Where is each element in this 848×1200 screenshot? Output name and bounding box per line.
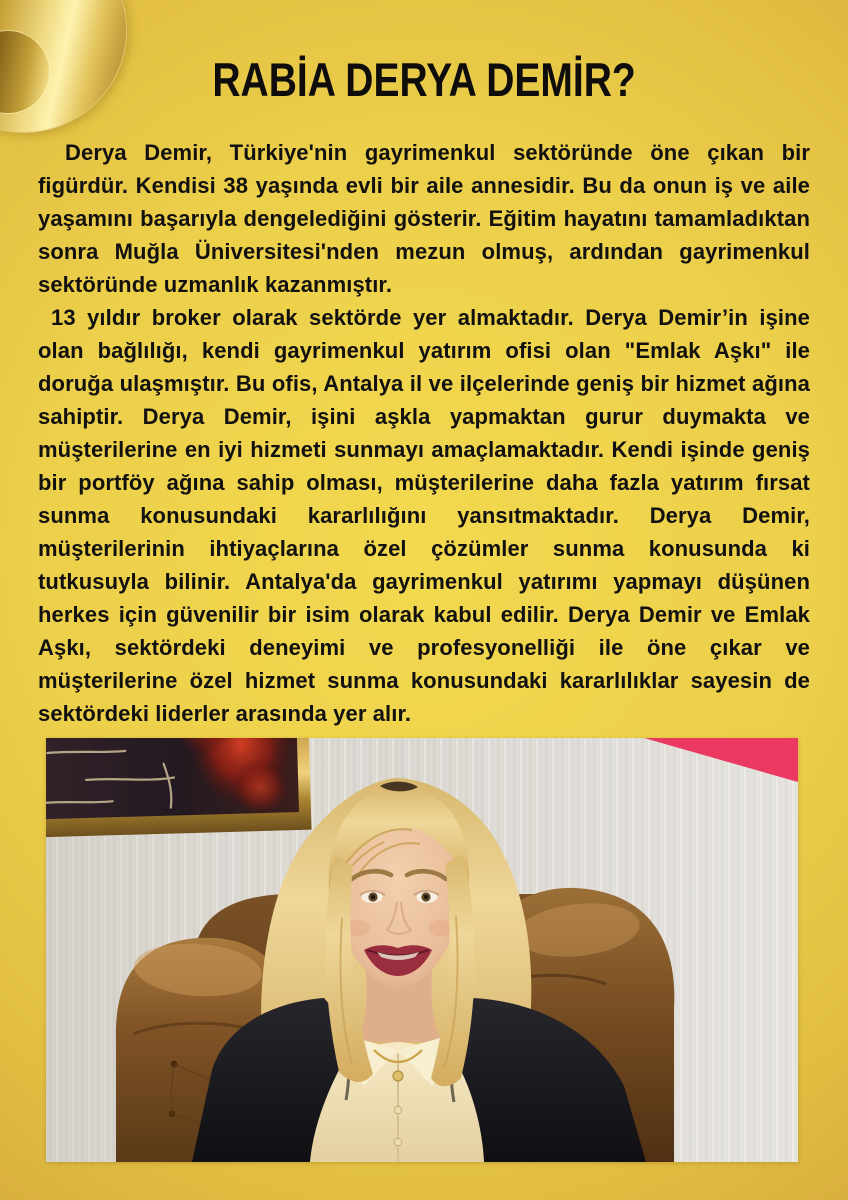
portrait-photo xyxy=(46,738,798,1162)
bio-paragraph-2: 13 yıldır broker olarak sektörde yer almaktadır. Derya Demir’in işine olan bağlılığı, kendi gayrimenkul yatırım ofisi olan "Emlak Aşkı" ile doruğa ulaşmıştır. Bu ofis, Antalya il ve ilçelerinde geniş bir hizmet ağına sahiptir. Derya Demir, işini aşkla yapmaktan gurur duymakta ve müşterilerine en iyi hizmeti sunmayı amaçlamaktadır. Kendi işinde geniş bir portföy ağına sahip olması, müşterilerine daha fazla yatırım fırsat sunma konusundaki kararlılığını yansıtmaktadır. Derya Demir, müşterilerinin ihtiyaçlarına özel çözümler sunma konusunda ki tutkusuyla bilinir. Antalya'da gayrimenkul yatırımı yapmayı düşünen herkes için güvenilir bir isim olarak kabul edilir. Derya Demir ve Emlak Aşkı, sektördeki deneyimi ve profesyonelliği ile öne çıkar ve müşterilerine özel hizmet sunma konusundaki kararlılıklar sayesin de sektördeki liderler arasında yer alır. xyxy=(38,305,810,726)
bio-paragraph-1: Derya Demir, Türkiye'nin gayrimenkul sektöründe öne çıkan bir figürdür. Kendisi 38 yaşında evli bir aile annesidir. Bu da onun iş ve aile yaşamını başarıyla dengelediğini gösterir. Eğitim hayatını tamamladıktan sonra Muğla Üniversitesi'nden mezun olmuş, ardından gayrimenkul sektöründe uzmanlık kazanmıştır. xyxy=(38,140,810,297)
page-title-text: RABİA DERYA DEMİR? xyxy=(212,53,636,106)
page-title xyxy=(0,53,848,106)
framed-painting xyxy=(46,738,312,838)
biography-article xyxy=(38,136,810,730)
portrait-photo-graphic xyxy=(46,738,798,1162)
